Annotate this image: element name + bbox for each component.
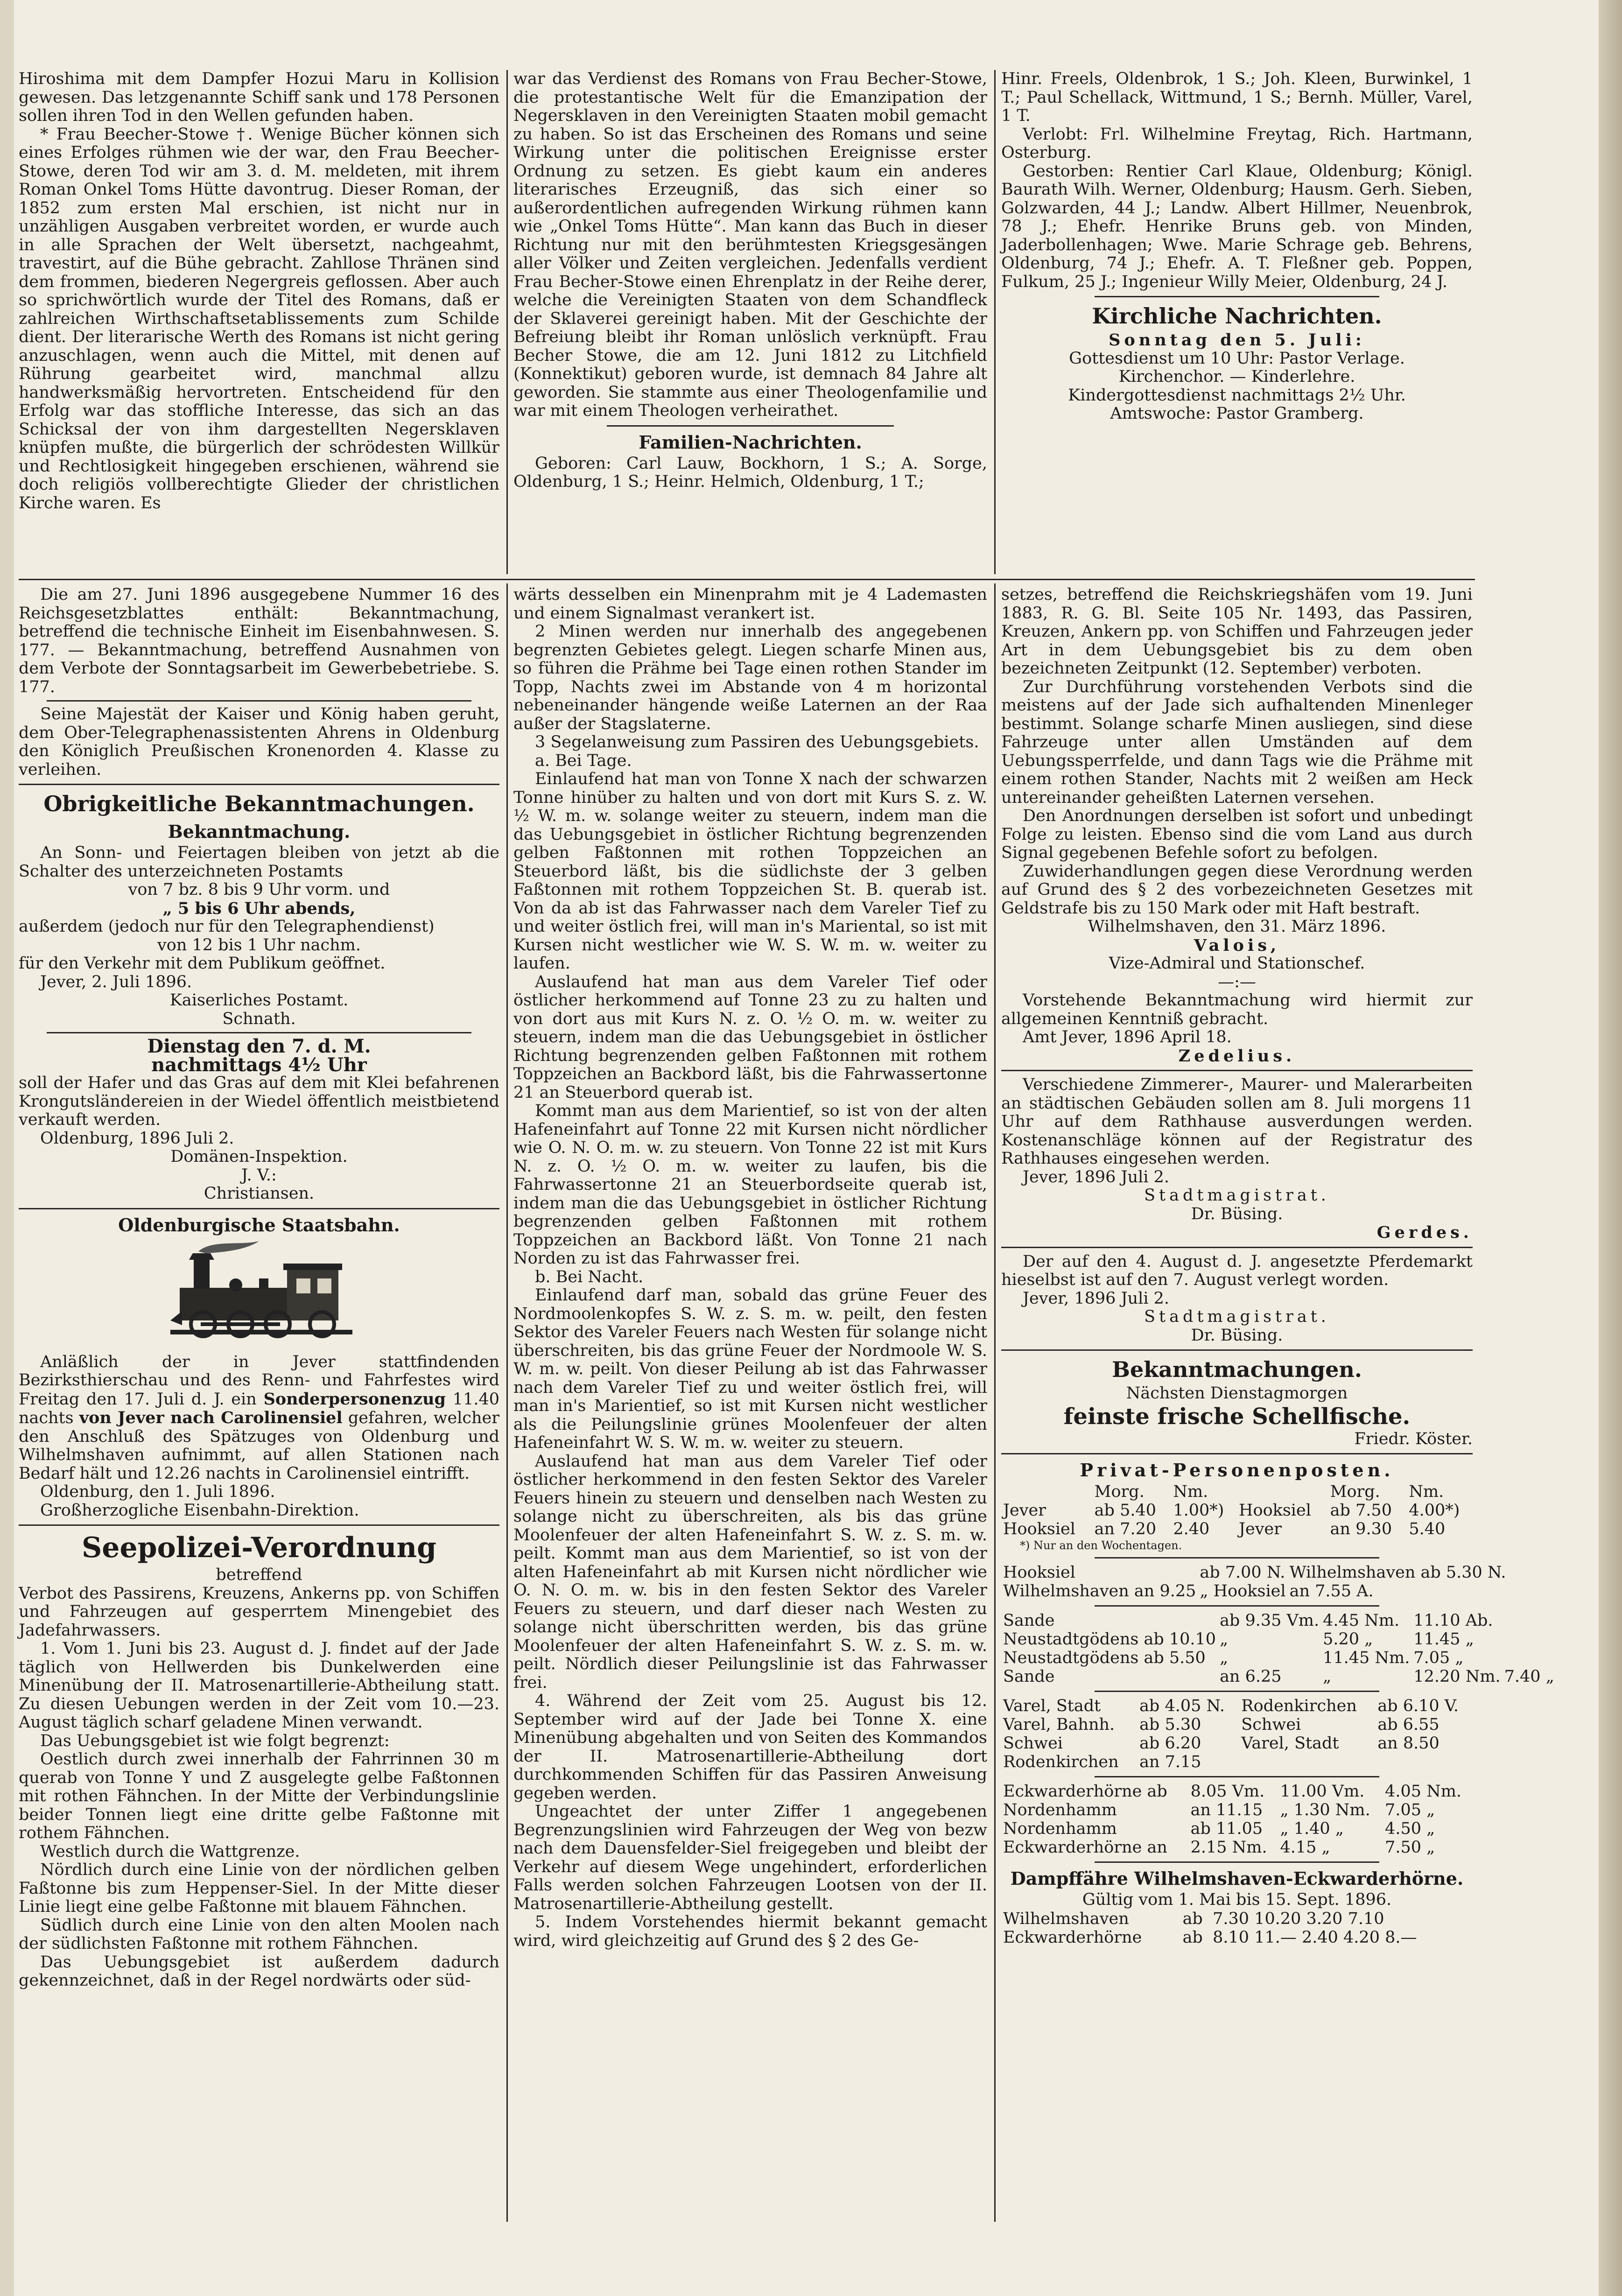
table-row — [1001, 1928, 1473, 1947]
table-cell: ab 6.10 V. — [1377, 1697, 1459, 1715]
table-row — [1001, 1715, 1473, 1734]
church-heading: Kirchliche Nachrichten. — [1092, 303, 1382, 329]
table-cell: Morg. — [1330, 1482, 1380, 1501]
table-row — [1001, 1563, 1508, 1582]
separator: —:— — [1218, 972, 1256, 991]
table-row — [1001, 1611, 1556, 1630]
works-name: Dr. Büsing. — [1191, 1204, 1283, 1223]
works-notice: Verschiedene Zimmerer-, Maurer- und Malerarbeiten an städtischen Gebäuden sollen am 8. Juli morgens 11 Uhr auf dem Rathhause ausverdungen werden. Kostenanschläge können auf der Registratur des Rathhauses eingesehen werden. — [1001, 1075, 1473, 1168]
kaiser-notice: Seine Majestät der Kaiser und König haben geruht, dem Ober-Telegraphenassistenten Ahrens in Oldenburg den Königlich Preußischen Kronenorden 4. Klasse zu verleihen. — [19, 705, 499, 779]
table-cell: an 9.30 — [1330, 1520, 1392, 1538]
table-row — [1001, 1697, 1473, 1715]
mail-coach-table-hooksiel — [1001, 1563, 1508, 1601]
table-row — [1001, 1801, 1473, 1819]
table-cell: an 6.25 — [1220, 1667, 1282, 1686]
divider — [19, 784, 499, 785]
lower-column-left — [19, 586, 499, 1990]
table-cell: Nordenhamm — [1003, 1819, 1117, 1838]
post-hours: außerdem (jedoch nur für den Telegraphendienst) — [19, 917, 435, 936]
sea-police-para: Südlich durch eine Linie von den alten Moolen nach der südlichsten Faßtonne mit rothem Fähnchen. — [19, 1916, 499, 1953]
church-date: Sonntag den 5. Juli: — [1109, 330, 1365, 350]
table-cell — [1237, 1482, 1328, 1501]
post-hours: für den Verkehr mit dem Publikum geöffnet. — [19, 954, 386, 973]
table-cell: ab 5.40 — [1094, 1501, 1156, 1520]
table-cell: 2.15 Nm. — [1190, 1838, 1267, 1857]
domain-date: Dienstag den 7. d. M. — [147, 1035, 371, 1057]
table-cell: 4.00*) — [1409, 1501, 1460, 1520]
table-cell: 7.40 „ — [1504, 1667, 1554, 1686]
column-divider — [506, 70, 508, 574]
post-hours: „ 5 bis 6 Uhr abends, — [162, 899, 356, 918]
table-cell: 7.50 „ — [1385, 1838, 1435, 1857]
ferry-table — [1001, 1910, 1473, 1947]
divider — [47, 700, 471, 702]
table-cell: ab 5.30 — [1139, 1715, 1201, 1734]
table-cell: 8.05 Vm. — [1190, 1782, 1265, 1801]
domain-office: Domänen-Inspektion. — [170, 1147, 348, 1166]
works-office: Stadtmagistrat. — [1144, 1186, 1330, 1205]
table-cell: Schwei — [1241, 1715, 1301, 1734]
post-place: Jever, 2. Juli 1896. — [40, 972, 192, 991]
table-cell: 2.40 — [1173, 1520, 1210, 1538]
divider — [47, 1032, 471, 1033]
regulation-para: 4. Während der Zeit vom 25. August bis 12. September wird auf der Jade bei Tonne X. eine Minenübung abgehalten und von Seiten des Kommandos der II. Matrosenartillerie-Abtheilung dort durchkommenden Schiffen für das Passiren Anweisung gegeben werden. — [513, 1692, 987, 1803]
reichsgesetz-notice: Die am 27. Juni 1896 ausgegebene Nummer 16 des Reichsgesetzblattes enthält: Bekanntmachung, betreffend die technische Einheit im Eisenbahnwesen. S. 177. — Bekanntmachung, betreffend Ausnahmen von dem Verbote der Sonntagsarbeit im Gewerbebetriebe. S. 177. — [19, 585, 499, 696]
church-line: Gottesdienst um 10 Uhr: Pastor Verlage. — [1069, 349, 1405, 368]
table-cell: Eckwarderhörne an — [1003, 1838, 1167, 1857]
sea-police-para: Nördlich durch eine Linie von der nördlichen gelben Faßtonne bis zum Heppenser-Siel. In der Mitte dieser Linie liegt eine gelbe Faßtonne mit blauem Fähnchen. — [19, 1861, 499, 1916]
table-cell: 12.20 Nm. — [1413, 1667, 1501, 1686]
table-cell: ab 7.50 — [1330, 1501, 1392, 1520]
post-hours: von 7 bz. 8 bis 9 Uhr vorm. und — [128, 880, 390, 899]
table-cell: ab 9.35 Vm. — [1220, 1611, 1320, 1630]
fish-ad-merchant: Friedr. Köster. — [1354, 1429, 1473, 1448]
sea-police-para: 1. Vom 1. Juni bis 23. August d. J. findet auf der Jade täglich von Hellwerden bis Dunkelwerden eine Minenübung der II. Matrosenartillerie-Abtheilung statt. Zu diesen Uebungen werden in der Zeit vom 10.—23. August täglich scharf geladene Minen verwandt. — [19, 1639, 499, 1732]
table-cell: Wilhelmshaven an 9.25 — [1003, 1582, 1196, 1601]
table-cell: Eckwarderhörne — [1003, 1928, 1142, 1947]
page-edge-right — [1599, 0, 1622, 2296]
section-divider — [19, 579, 1475, 580]
post-office: Kaiserliches Postamt. — [169, 991, 349, 1010]
table-cell: ab 11.05 — [1190, 1819, 1263, 1838]
table-row — [1001, 1734, 1473, 1753]
table-cell: Wilhelmshaven ab 5.30 N. — [1289, 1563, 1506, 1582]
column-divider — [994, 583, 996, 2222]
regulation-para: Kommt man aus dem Marientief, so ist von der alten Hafeneinfahrt auf Tonne 22 mit Kursen nicht nördlicher wie O. N. O. m. w. zu steuern. Von Tonne 22 ist mit Kurs N. z. O. ½ O. m. w. weiter zu laufen, bis die Fahrwassertonne 21 an Steuerbordseite querab ist, indem man die das Uebungsgebiet in östlicher Richtung begrenzenden gelben Faßtonnen mit rothem Toppzeichen an Backbord läßt. Von Tonne 21 nach Norden zu ist das Fahrwasser frei. — [513, 1102, 987, 1268]
divider — [1095, 1691, 1379, 1692]
table-cell: Neustadtgödens ab 10.10 — [1003, 1630, 1216, 1649]
sea-police-para: Oestlich durch zwei innerhalb der Fahrrinnen 30 m querab von Tonne Y und Z ausgelegte gelbe Faßtonnen mit rothen Fähnchen. In der Mitte der Verbindungslinie beider Tonnen liegt eine dritte gelbe Faßtonne mit rothem Fähnchen. — [19, 1750, 499, 1842]
top-column-2 — [513, 70, 987, 491]
table-header — [1001, 1482, 1473, 1501]
table-cell: Schwei — [1003, 1734, 1063, 1753]
sea-police-intro: Verbot des Passirens, Kreuzens, Ankerns pp. von Schiffen und Fahrzeugen auf gesperrtem Minengebiet des Jadefahrwassers. — [19, 1584, 499, 1640]
mail-coach-table-sande — [1001, 1611, 1556, 1686]
table-cell: Jever — [1238, 1520, 1282, 1538]
table-cell: Nm. — [1173, 1482, 1208, 1501]
regulation-para: a. Bei Tage. — [535, 751, 632, 770]
sea-police-subheading: betreffend — [216, 1566, 302, 1584]
divider — [1001, 1247, 1473, 1248]
table-cell: ab — [1182, 1909, 1203, 1928]
table-cell: Hooksiel — [1003, 1520, 1075, 1538]
article-beecher-stowe: * Frau Beecher-Stowe †. Wenige Bücher können sich eines Erfolges rühmen wie der war, den Frau Beecher-Stowe, deren Tod wir am 3. d. M. meldeten, mit ihrem Roman Onkel Toms Hütte davontrug. Dieser Roman, der 1852 zum ersten Mal erschien, ist nicht nur in unzähligen Ausgaben verbreitet worden, er wurde auch in alle Sprachen der Welt übersetzt, nachgeahmt, travestirt, auf die Bühe gebracht. Zahllose Thränen sind dem frommen, biederen Negergreis geflossen. Aber auch so sprichwörtlich wurde der Titel des Romans, daß er zahlreichen Wirthschaftsetablissements zum Schilde dient. Der literarische Werth des Romans ist nicht gering anzuschlagen, wenn auch die Mittel, mit denen auf Rührung gearbeitet wird, manchmal allzu handwerksmäßig hervortreten. Entscheidend für den Erfolg war das stoffliche Interesse, das sich an das Schicksal der von ihm dargestellten Negersklaven knüpfen mußte, die bürgerlich der schrödesten Willkür und Rechtlosigkeit hingegeben erschienen, während sie doch religiös vollberechtigte Glieder der christlichen Kirche waren. Es — [19, 125, 499, 513]
church-line: Kindergottesdienst nachmittags 2½ Uhr. — [1068, 386, 1406, 405]
regulation-title: Vize-Admiral und Stationschef. — [1109, 954, 1365, 973]
table-cell: Hooksiel — [1238, 1501, 1311, 1520]
table-row — [1001, 1582, 1508, 1601]
regulation-para: Einlaufend darf man, sobald das grüne Feuer des Nordmoolenkopfes S. W. z. S. m. w. peilt, den festen Sektor des Vareler Feuers nach Westen für solange nicht überschreiten, bis das grüne Feuer der Nordmoole W. S. W. m. w. peilt. Von dieser Peilung ab ist das Fahrwasser nach dem Vareler Tief zu und weiter östlich frei, will man in's Marientief, so ist mit Kursen nicht westlicher als die Peilungslinie grünes Moolenfeuer der alten Hafeneinfahrt W. S. W. m. w. weiter zu steuern. — [513, 1286, 987, 1452]
table-cell: Sande — [1003, 1667, 1055, 1686]
regulation-para: 5. Indem Vorstehendes hiermit bekannt gemacht wird, wird gleichzeitig auf Grund des § 2 des Ge- — [513, 1913, 987, 1950]
table-cell: Hooksiel — [1003, 1563, 1075, 1582]
table-cell: 11.00 Vm. — [1280, 1782, 1365, 1801]
table-row — [1001, 1910, 1473, 1928]
table-cell: an 8.50 — [1377, 1734, 1439, 1753]
regulation-para: Auslaufend hat man aus dem Vareler Tief oder östlicher herkommend in den festen Sektor des Vareler Feuers hinein zu steuern und denselben nach Westen zu solange nicht zu überschreiten, als bis das grüne Moolenfeuer der alten Hafeneinfahrt S. W. z. S. m. w. peilt. Kommt man aus dem Marientief, so ist von der alten Hafeneinfahrt ab mit Kursen nicht nördlicher wie O. N. O. m. w. bis in den festen Sektor des Vareler Feuers zu steuern, und darf dieser nach Westen zu solange nicht überschritten werden, bis das grüne Moolenfeuer der alten Hafeneinfahrt S. W. z. S. m. w. peilt. Nördlich dieser Peilungslinie ist das Fahrwasser frei. — [513, 1452, 987, 1692]
top-column-3 — [1001, 70, 1473, 423]
sea-police-para: Das Uebungsgebiet ist wie folgt begrenzt: — [40, 1731, 390, 1750]
table-cell: ab 6.20 — [1139, 1734, 1201, 1753]
family-deaths: Gestorben: Rentier Carl Klaue, Oldenburg; Königl. Baurath Wilh. Werner, Oldenburg; Hausm. Gerh. Sieben, Golzwarden, 44 J.; Landw. Albert Hillmer, Neuenbrok, 78 J.; Ehefr. Henrike Bruns geb. von Minden, Jaderbollenhagen; Wwe. Marie Schrage geb. Behrens, Oldenburg, 74 J.; Ehefr. A. T. Fleßner geb. Poppen, Fulkum, 25 J.; Ingenieur Willy Meier, Oldenburg, 24 J. — [1001, 161, 1473, 291]
divider — [1095, 1776, 1379, 1777]
table-cell: ab — [1182, 1928, 1203, 1947]
table-cell: Jever — [1003, 1501, 1046, 1520]
market-place: Jever, 1896 Juli 2. — [1023, 1289, 1170, 1308]
table-cell: Rodenkirchen — [1241, 1697, 1357, 1715]
fish-ad-line: Nächsten Dienstagmorgen — [1126, 1384, 1348, 1403]
regulation-para: 2 Minen werden nur innerhalb des angegebenen begrenzten Gebietes gelegt. Liegen scharfe Minen aus, so führen die Prähme bei Tage einen rothen Stander im Topp, Nachts zwei im Abstande von 4 m horizontal nebeneinander hängende weiße Laternen an der Raa außer der Stagslaterne. — [513, 622, 987, 733]
lower-column-right — [1001, 585, 1554, 1947]
table-row — [1001, 1520, 1473, 1538]
mail-coach-table-varel — [1001, 1697, 1473, 1771]
locomotive-icon — [161, 1241, 357, 1348]
regulation-signature: Valois, — [1194, 935, 1280, 955]
ferry-heading: Dampffähre Wilhelmshaven-Eckwarderhörne. — [1010, 1868, 1464, 1889]
table-cell: „ — [1220, 1649, 1229, 1667]
table-cell: 8.10 11.— 2.40 4.20 8.— — [1213, 1928, 1417, 1947]
table-cell: ab 7.00 N. — [1200, 1563, 1285, 1582]
regulation-para: Ungeachtet der unter Ziffer 1 angegebenen Begrenzungslinien wird Fahrzeugen der Weg von bezw nach dem Dauensfelder-Siel freigegeben und bleibt der Verkehr auf diesem Wege ungehindert, erforderlichen Falls werden solchen Fahrzeugen Lootsen von der II. Matrosenartillerie-Abtheilung gestellt. — [513, 1802, 987, 1913]
mail-coach-note: *) Nur an den Wochentagen. — [1020, 1539, 1182, 1552]
railway-office: Großherzogliche Eisenbahn-Direktion. — [40, 1501, 359, 1520]
family-engaged: Verlobt: Frl. Wilhelmine Freytag, Rich. Hartmann, Osterburg. — [1001, 125, 1473, 162]
table-cell: 4.05 Nm. — [1385, 1782, 1462, 1801]
table-row — [1001, 1501, 1473, 1520]
table-cell: 11.10 Ab. — [1413, 1611, 1493, 1630]
post-notice-title: Bekanntmachung. — [168, 821, 351, 842]
page-edge-left — [0, 0, 14, 2296]
table-cell: „ 1.40 „ — [1280, 1819, 1344, 1838]
table-row — [1001, 1753, 1473, 1771]
railway-text: Anläßlich der in Jever stattfindenden Bezirksthierschau und des Renn- und Fahrfestes wird Freitag den 17. Juli d. J. ein Sonderpersonenzug 11.40 nachts von Jever nach Carolinensiel gefahren, welcher den Anschluß des Spätzuges von Oldenburg und Wilhelmshaven aufnimmt, auf allen Stationen nach Bedarf hält und 12.26 nachts in Carolinensiel eintrifft. — [19, 1352, 499, 1483]
table-cell: ab 4.05 N. — [1139, 1697, 1225, 1715]
table-cell: Rodenkirchen — [1003, 1753, 1119, 1771]
official-notices-heading: Obrigkeitliche Bekanntmachungen. — [43, 791, 475, 816]
table-cell — [1001, 1482, 1093, 1501]
regulation-para: Zur Durchführung vorstehenden Verbots sind die meistens auf der Jade sich aufhaltenden Minenleger bestimmt. Solange scharfe Minen ausliegen, sind diese Fahrzeuge unter allen Umständen auf dem Uebungssperrfelde, und dann Tags wie die Prähme mit einem rothen Stander, Nachts mit 2 weißen am Heck untereinander geheißten Laternen versehen. — [1001, 677, 1473, 807]
post-intro: An Sonn- und Feiertagen bleiben von jetzt ab die Schalter des unterzeichneten Postamts — [19, 843, 499, 881]
fish-ad-title: feinste frische Schellfische. — [1063, 1403, 1411, 1430]
post-signature: Schnath. — [222, 1009, 296, 1028]
market-office: Stadtmagistrat. — [1144, 1307, 1330, 1326]
table-cell: 1.00*) — [1173, 1501, 1224, 1520]
table-cell: 7.05 „ — [1413, 1649, 1464, 1667]
table-cell: 11.45 Nm. — [1323, 1649, 1410, 1667]
divider — [19, 1524, 499, 1526]
table-cell: „ 1.30 Nm. — [1280, 1801, 1370, 1819]
table-cell — [1376, 1753, 1473, 1771]
divider — [1001, 1349, 1473, 1351]
regulation-place: Wilhelmshaven, den 31. März 1896. — [1088, 917, 1386, 936]
table-cell: Morg. — [1094, 1482, 1145, 1501]
table-cell: Eckwarderhörne ab — [1003, 1782, 1167, 1801]
regulation-para: Zuwiderhandlungen gegen diese Verordnung werden auf Grund des § 2 des vorbezeichneten Gesetzes mit Geldstrafe bis zu 150 Mark oder mit Haft bestraft. — [1001, 862, 1473, 918]
domain-ia: J. V.: — [241, 1166, 277, 1185]
regulation-para: setzes, betreffend die Reichskriegshäfen vom 19. Juni 1883, R. G. Bl. Seite 105 Nr. 1493, das Passiren, Kreuzen, Ankern pp. von Schiffen und Fahrzeugen jeder Art in dem Uebungsgebiet bis zu dem oben bezeichneten Zeitpunkt (12. September) verboten. — [1001, 585, 1473, 678]
sea-police-para: Das Uebungsgebiet ist außerdem dadurch gekennzeichnet, daß in der Regel nordwärts oder süd- — [19, 1952, 499, 1990]
market-name: Dr. Büsing. — [1191, 1326, 1283, 1345]
table-cell: Nm. — [1409, 1482, 1444, 1501]
regulation-para: Auslaufend hat man aus dem Vareler Tief oder östlicher herkommend auf Tonne 23 zu zu halten und von dort aus mit Kurs N. z. O. ½ O. m. w. weiter zu steuern, indem man die das Uebungsgebiet in östlicher Richtung begrenzenden gelben Faßtonnen mit rothem Toppzeichen an Backbord läßt, bis die Fahrwassertonne 21 an Steuerbord querab ist. — [513, 972, 987, 1102]
works-signature: Gerdes. — [1376, 1223, 1473, 1242]
divider — [1001, 1070, 1473, 1071]
table-cell: Nordenhamm — [1003, 1801, 1117, 1819]
domain-place: Oldenburg, 1896 Juli 2. — [40, 1129, 234, 1148]
family-news-heading: Familien-Nachrichten. — [639, 431, 862, 453]
mail-coach-table-jever — [1001, 1482, 1473, 1538]
domain-text: soll der Hafer und das Gras auf dem mit Klei befahrenen Krongutsländereien in der Wiedel öffentlich meistbietend verkauft werden. — [19, 1074, 499, 1129]
lower-column-middle — [513, 586, 987, 1950]
church-line: Kirchenchor. — Kinderlehre. — [1118, 367, 1355, 386]
divider — [19, 1208, 499, 1209]
amt-text: Vorstehende Bekanntmachung wird hiermit zur allgemeinen Kenntniß gebracht. — [1001, 991, 1473, 1028]
table-cell: 7.05 „ — [1385, 1801, 1435, 1819]
sea-police-heading: Seepolizei-Verordnung — [81, 1531, 437, 1564]
regulation-para: 3 Segelanweisung zum Passiren des Uebungsgebiets. — [535, 733, 979, 751]
table-cell: 11.45 „ — [1413, 1630, 1474, 1649]
regulation-para: Einlaufend hat man von Tonne X nach der schwarzen Tonne hinüber zu halten und von dort mit Kurs S. z. W. ½ W. m. w. solange weiter zu steuern, indem man die das Uebungsgebiet in östlicher Richtung begrenzenden gelben Faßtonnen mit rothen Toppzeichen an Steuerbord läßt, bis die südlichste der 3 gelben Faßtonnen mit rothem Toppzeichen St. B. querab ist. Von da ab ist das Fahrwasser nach dem Vareler Tief zu und weiter östlich frei, will man in's Mariental, so ist mit Kursen nicht westlicher wie W. S. W. m. w. weiter zu laufen. — [513, 770, 987, 973]
table-row — [1001, 1838, 1473, 1857]
table-cell: an 11.15 — [1190, 1801, 1263, 1819]
church-line: Amtswoche: Pastor Gramberg. — [1110, 404, 1364, 423]
table-cell: Neustadtgödens ab 5.50 — [1003, 1649, 1206, 1667]
divider — [607, 425, 894, 427]
regulation-para: Den Anordnungen derselben ist sofort und unbedingt Folge zu leisten. Ebenso sind die vom Land aus durch Signal gegebenen Befehle sofort zu befolgen. — [1001, 807, 1473, 862]
table-cell: 7.30 10.20 3.20 7.10 — [1213, 1909, 1384, 1928]
table-cell: 4.45 Nm. — [1323, 1611, 1400, 1630]
table-row — [1001, 1649, 1556, 1667]
column-divider — [506, 583, 508, 2222]
table-row — [1001, 1667, 1556, 1686]
table-cell: Varel, Stadt — [1003, 1697, 1101, 1715]
family-births-cont: Hinr. Freels, Oldenbrok, 1 S.; Joh. Kleen, Burwinkel, 1 T.; Paul Schellack, Wittmund, 1 S.; Bernh. Müller, Varel, 1 T. — [1001, 70, 1473, 125]
mail-coach-table-eckwarderhoerne — [1001, 1782, 1473, 1857]
table-cell: „ — [1323, 1667, 1332, 1686]
table-cell: an 7.15 — [1139, 1753, 1201, 1771]
amt-place: Amt Jever, 1896 April 18. — [1023, 1028, 1232, 1046]
table-cell: „ — [1220, 1630, 1229, 1649]
column-divider — [994, 70, 996, 574]
railway-place: Oldenburg, den 1. Juli 1896. — [40, 1482, 275, 1501]
table-cell: Wilhelmshaven — [1003, 1909, 1129, 1928]
domain-signature: Christiansen. — [204, 1184, 315, 1203]
divider — [1095, 296, 1379, 297]
divider — [1001, 1453, 1473, 1454]
table-cell: Sande — [1003, 1611, 1055, 1630]
ferry-validity: Gültig vom 1. Mai bis 15. Sept. 1896. — [1082, 1890, 1392, 1909]
table-cell: Varel, Stadt — [1241, 1734, 1339, 1753]
family-births: Geboren: Carl Lauw, Bockhorn, 1 S.; A. Sorge, Oldenburg, 1 S.; Heinr. Helmich, Oldenburg, 1 T.; — [513, 454, 987, 491]
works-place: Jever, 1896 Juli 2. — [1023, 1167, 1170, 1187]
table-cell: Varel, Bahnh. — [1003, 1715, 1115, 1734]
regulation-para: wärts desselben ein Minenprahm mit je 4 Lademasten und einem Signalmast verankert ist. — [513, 585, 987, 623]
regulation-para: b. Bei Nacht. — [535, 1267, 644, 1286]
domain-time: nachmittags 4½ Uhr — [151, 1053, 367, 1076]
table-cell: 5.40 — [1409, 1520, 1446, 1538]
amt-signature: Zedelius. — [1178, 1046, 1296, 1066]
table-row — [1001, 1819, 1473, 1838]
table-row — [1001, 1630, 1556, 1649]
top-column-1 — [19, 70, 499, 513]
table-row — [1001, 1782, 1473, 1801]
table-cell: 4.50 „ — [1385, 1819, 1435, 1838]
divider — [1095, 1605, 1379, 1607]
sea-police-para: Westlich durch die Wattgrenze. — [40, 1842, 300, 1861]
table-cell — [1239, 1753, 1376, 1771]
market-notice: Der auf den 4. August d. J. angesetzte Pferdemarkt hieselbst ist auf den 7. August verlegt worden. — [1001, 1252, 1473, 1289]
divider — [1095, 1861, 1379, 1863]
table-cell: 4.15 „ — [1280, 1838, 1330, 1857]
announcements-heading: Bekanntmachungen. — [1112, 1357, 1362, 1382]
table-cell: ab 6.55 — [1377, 1715, 1439, 1734]
divider — [1095, 1557, 1379, 1559]
table-cell: 5.20 „ — [1323, 1630, 1373, 1649]
article-beecher-stowe-cont: war das Verdienst des Romans von Frau Becher-Stowe, die protestantische Welt für die Emanzipation der Negersklaven in den Vereinigten Staaten mobil gemacht zu haben. So ist das Erscheinen des Romans und seine Wirkung unter die politischen Ereignisse erster Ordnung zu setzen. Es giebt kaum ein anderes literarisches Erzeugniß, das sich einer so außerordentlichen aufregenden Wirkung rühmen kann wie „Onkel Toms Hütte“. Man kann das Buch in dieser Richtung nur mit den berühmtesten Kriegsgesängen aller Völker und Zeiten vergleichen. Jedenfalls verdient Frau Becher-Stowe einen Ehrenplatz in der Reihe derer, welche die Vereinigten Staaten von dem Schandfleck der Sklaverei gereinigt haben. Mit der Geschichte der Befreiung bleibt ihr Roman unlöslich verknüpft. Frau Becher Stowe, die am 12. Juni 1812 zu Litchfield (Konnektikut) geboren wurde, ist demnach 84 Jahre alt geworden. Sie stammte aus einer Theologenfamilie und war mit einem Theologen verheirathet. — [513, 70, 987, 420]
table-cell: an 7.55 A. — [1289, 1582, 1374, 1601]
table-cell: „ Hooksiel — [1200, 1582, 1286, 1601]
article-collision: Hiroshima mit dem Dampfer Hozui Maru in Kollision gewesen. Das letzgenannte Schiff sank und 178 Personen sollen ihren Tod in den Wellen gefunden haben. — [19, 70, 499, 125]
railway-heading: Oldenburgische Staatsbahn. — [118, 1214, 400, 1236]
table-cell: an 7.20 — [1094, 1520, 1157, 1538]
mail-coach-heading: Privat-Personenposten. — [1080, 1460, 1394, 1481]
post-hours: von 12 bis 1 Uhr nachm. — [157, 935, 361, 955]
